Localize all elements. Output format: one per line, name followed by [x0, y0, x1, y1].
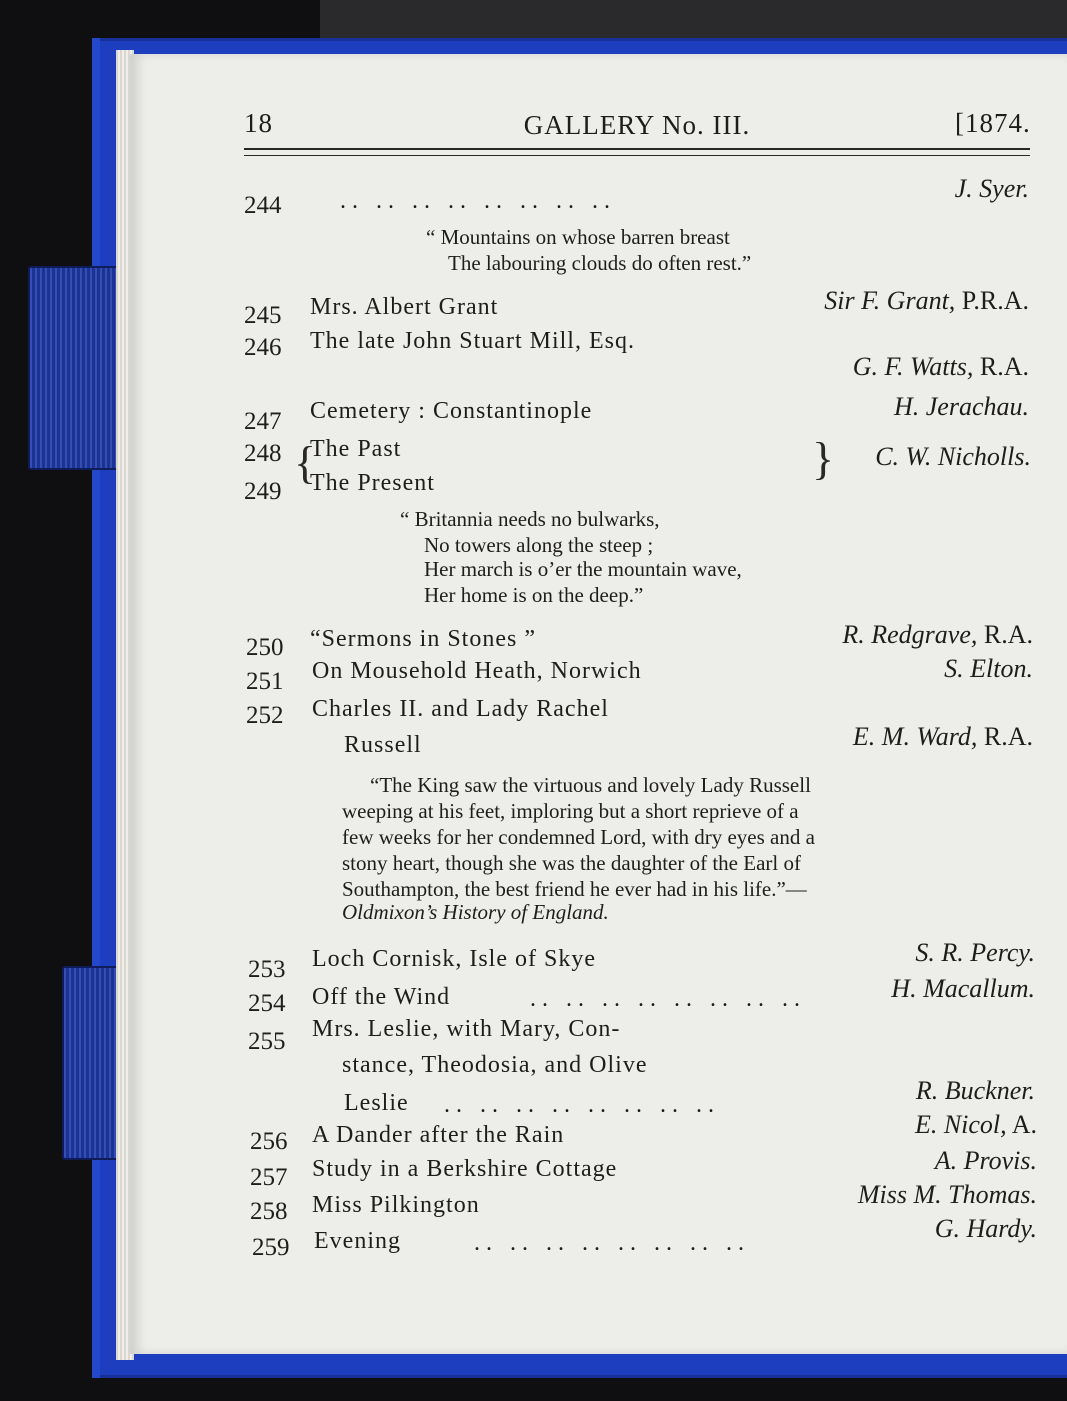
entry-number: 252: [246, 702, 284, 729]
artist-honour: R.A.: [973, 352, 1029, 381]
header-rule: [244, 148, 1030, 150]
entry-artist: C. W. Nicholls.: [875, 442, 1031, 471]
entry-number: 244: [244, 192, 282, 219]
artist-honour: P.R.A.: [955, 286, 1029, 315]
entry-number: 245: [244, 302, 282, 329]
quote-line: “ Mountains on whose barren breast: [426, 225, 730, 249]
entry-number: 256: [250, 1128, 288, 1155]
dot-leader: .. .. .. .. .. .. .. ..: [444, 1092, 720, 1118]
entry-title: Loch Cornisk, Isle of Skye: [312, 946, 596, 972]
right-brace: }: [812, 433, 835, 484]
entry-title: Mrs. Leslie, with Mary, Con-: [312, 1016, 621, 1042]
entry-number: 253: [248, 956, 286, 983]
entry-artist: A. Provis.: [934, 1146, 1037, 1175]
quote-line: “ Britannia needs no bulwarks,: [400, 507, 660, 531]
quote-line: Her march is o’er the mountain wave,: [424, 557, 742, 581]
index-tab-upper: [28, 266, 124, 470]
page-year: [1874.: [955, 108, 1031, 138]
artist-honour: R.A.: [977, 620, 1033, 649]
header-rule-thin: [244, 155, 1030, 156]
entry-title: Miss Pilkington: [312, 1192, 480, 1218]
entry-number: 248: [244, 440, 282, 467]
entry-number: 251: [246, 668, 284, 695]
entry-artist: [842, 620, 1033, 650]
entry-title: The Present: [310, 470, 435, 496]
page-title: GALLERY No. III.: [523, 110, 751, 140]
quote-citation: Oldmixon’s History of England.: [342, 900, 609, 924]
dot-leader: .. .. .. .. .. .. .. ..: [474, 1230, 750, 1256]
entry-artist: [853, 722, 1033, 752]
artist-honour: R.A.: [977, 722, 1033, 751]
entry-artist: J. Syer.: [954, 174, 1029, 203]
artist-name: G. F. Watts,: [852, 352, 974, 381]
entry-number: 250: [246, 634, 284, 661]
entry-title: The late John Stuart Mill, Esq.: [310, 328, 635, 354]
entry-title: Off the Wind: [312, 984, 451, 1010]
entry-title: Study in a Berkshire Cottage: [312, 1156, 618, 1182]
entry-artist: G. Hardy.: [934, 1214, 1037, 1243]
artist-honour: A.: [1006, 1110, 1037, 1139]
entry-title: A Dander after the Rain: [312, 1122, 565, 1148]
entry-number: 255: [248, 1028, 286, 1055]
entry-artist: Miss M. Thomas.: [857, 1180, 1037, 1209]
entry-title: “Sermons in Stones ”: [310, 626, 536, 652]
entry-number: 246: [244, 334, 282, 361]
entry-number: 258: [250, 1198, 288, 1225]
entry-title: Charles II. and Lady Rachel: [312, 696, 609, 722]
entry-artist: [824, 286, 1029, 316]
artist-name: E. M. Ward,: [852, 722, 978, 751]
quote-line: “The King saw the virtuous and lovely Lady Russell: [370, 773, 811, 797]
dot-leader: .. .. .. .. .. .. .. ..: [340, 188, 616, 214]
background-felt: [320, 0, 1067, 40]
entry-artist: H. Macallum.: [891, 974, 1035, 1003]
entry-number: 249: [244, 478, 282, 505]
entry-number: 257: [250, 1164, 288, 1191]
entry-artist: S. R. Percy.: [915, 938, 1035, 967]
entry-title: The Past: [310, 436, 402, 462]
entry-title: Russell: [344, 732, 422, 758]
entry-number: 247: [244, 408, 282, 435]
quote-line: The labouring clouds do often rest.”: [448, 251, 752, 275]
entry-artist: [915, 1110, 1037, 1140]
dot-leader: .. .. .. .. .. .. .. ..: [530, 986, 806, 1012]
quote-line: Southampton, the best friend he ever had in his life.”—: [342, 877, 807, 901]
quote-line: Her home is on the deep.”: [424, 583, 644, 607]
entry-title: stance, Theodosia, and Olive: [342, 1052, 648, 1078]
entry-artist: [853, 352, 1029, 382]
entry-title: Evening: [314, 1228, 401, 1254]
quote-line: stony heart, though she was the daughter of the Earl of: [342, 851, 801, 875]
entry-artist: H. Jerachau.: [893, 392, 1029, 421]
quote-line: No towers along the steep ;: [424, 533, 654, 557]
book-cover-edge: [92, 38, 100, 1378]
entry-title: Cemetery : Constantinople: [310, 398, 593, 424]
entry-artist: R. Buckner.: [915, 1076, 1035, 1105]
quote-line: few weeks for her condemned Lord, with dry eyes and a: [342, 825, 815, 849]
artist-name: Sir F. Grant,: [824, 286, 956, 315]
quote-line: weeping at his feet, imploring but a short reprieve of a: [342, 799, 799, 823]
entry-number: 259: [252, 1234, 290, 1261]
artist-name: R. Redgrave,: [842, 620, 978, 649]
entry-artist: S. Elton.: [944, 654, 1033, 683]
artist-name: E. Nicol,: [914, 1110, 1007, 1139]
entry-title: Leslie: [344, 1090, 409, 1116]
entry-title: Mrs. Albert Grant: [310, 294, 499, 320]
left-brace: {: [294, 437, 317, 488]
page-number: 18: [244, 108, 273, 138]
entry-title: On Mousehold Heath, Norwich: [312, 658, 642, 684]
entry-number: 254: [248, 990, 286, 1017]
